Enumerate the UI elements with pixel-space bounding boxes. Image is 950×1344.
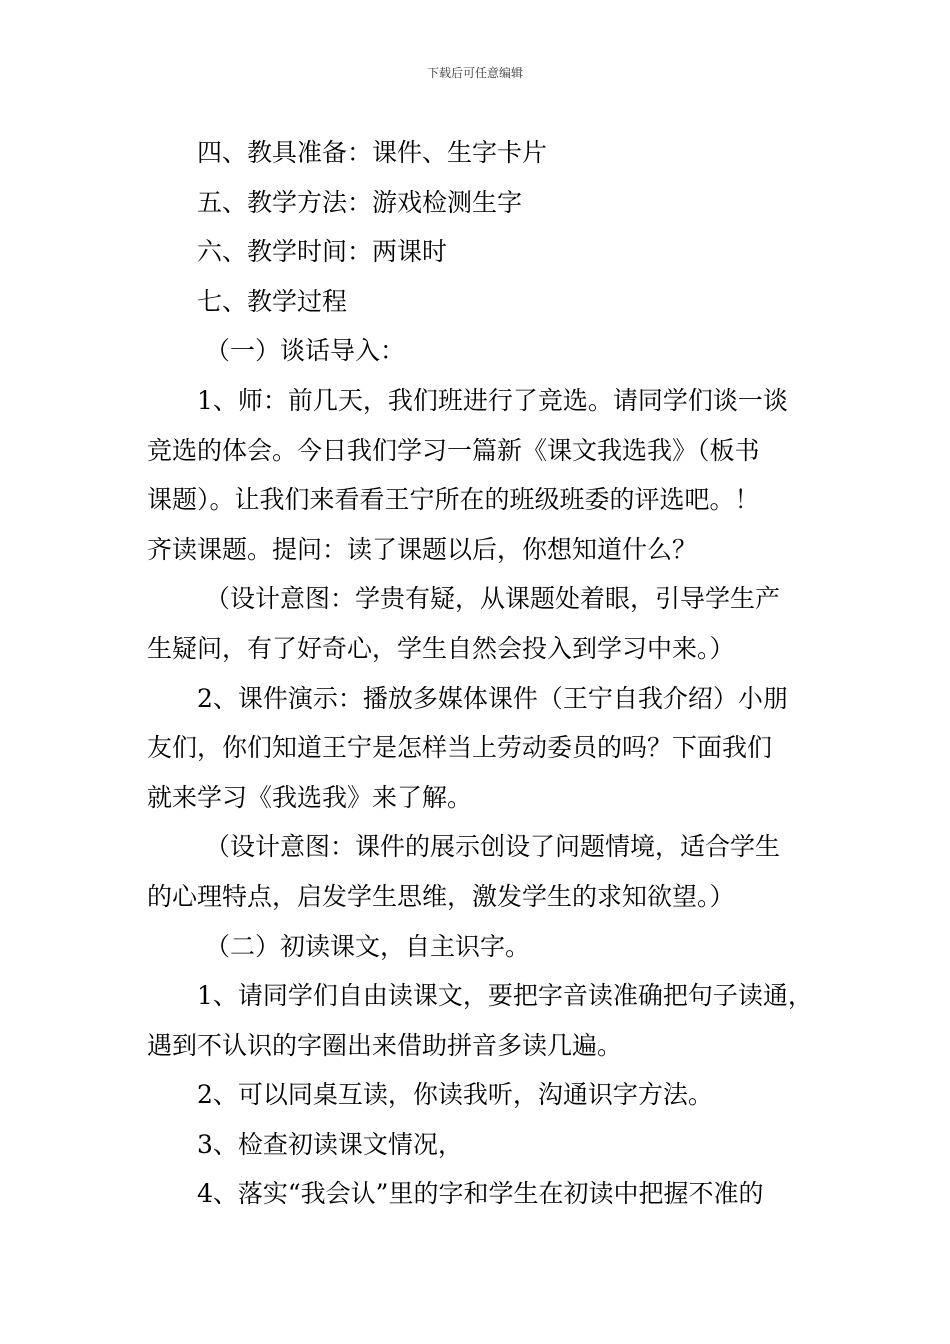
text-line: 五、教学方法：游戏检测生字 (197, 187, 523, 217)
text-line: 遇到不认识的字圈出来借助拼音多读几遍。 (147, 1030, 623, 1060)
text-line: （设计意图：课件的展示创设了问题情境，适合学生 (205, 832, 781, 862)
text-line: 2、课件演示：播放多媒体课件（王宁自我介绍）小朋 (197, 683, 788, 713)
text-line: 课题）。让我们来看看王宁所在的班级班委的评选吧。！ (147, 485, 760, 515)
document-body (147, 128, 812, 1219)
text-line: 竞选的体会。今日我们学习一篇新《课文我选我》（板书 (147, 435, 760, 465)
text-line: 七、教学过程 (197, 286, 348, 316)
text-line: 齐读课题。提问：读了课题以后，你想知道什么？ (147, 534, 698, 564)
text-line: （设计意图：学贵有疑，从课题处着眼，引导学生产 (205, 584, 781, 614)
text-line: 生疑问，有了好奇心，学生自然会投入到学习中来。） (147, 633, 735, 663)
text-line: 1、师：前几天，我们班进行了竞选。请同学们谈一谈 (197, 385, 788, 415)
text-line: 2、可以同桌互读，你读我听，沟通识字方法。 (197, 1080, 713, 1110)
text-line: 就来学习《我选我》来了解。 (147, 782, 473, 812)
text-line: 4、落实“我会认”里的字和学生在初读中把握不准的 (197, 1179, 764, 1209)
text-line: 四、教具准备：课件、生字卡片 (197, 138, 548, 167)
text-line: 的心理特点，启发学生思维，激发学生的求知欲望。） (147, 881, 735, 911)
text-line: 六、教学时间：两课时 (197, 237, 448, 267)
page-header: 下载后可任意编辑 (426, 66, 523, 80)
text-line: （一）谈话导入： (205, 336, 406, 366)
text-line: 友们，你们知道王宁是怎样当上劳动委员的吗？下面我们 (147, 733, 773, 763)
text-line: 3、检查初读课文情况， (197, 1129, 463, 1159)
text-line: （二）初读课文，自主识字。 (205, 931, 531, 961)
text-line: 1、请同学们自由读课文，要把字音读准确把句子读通， (197, 981, 813, 1011)
